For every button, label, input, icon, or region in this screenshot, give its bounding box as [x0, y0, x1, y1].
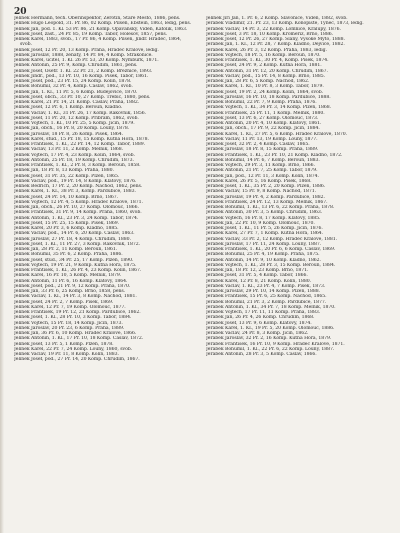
roster-entry: Jelínek Václav, 1. Kl., 31 Pr. 26, 17 Komp. Rakovník, 1856. — [14, 110, 147, 116]
roster-entry: Jeřábek Vojtěch, 29 Pr. 3, 11 Komp. Brno, 1866. — [206, 163, 315, 168]
roster-entry: Jeřábek Karel, 26 Pr. 5, 16 Komp. Písek, 1868. — [206, 178, 312, 184]
roster-entry: Jelínek Jaroslav, 27 Pr. 18, 4 Komp. Chrudim, 1880. — [14, 236, 131, 242]
roster-entry: Jelínek František, 31 Pr. 9, 14 Komp. Praha, 1860, svob. — [14, 210, 142, 216]
roster-entry: Jeřábek Jaroslav, 32 Pr. 2, 16 Komp. Kutná Hora, 1879. — [206, 336, 332, 342]
roster-entry: Jelínek Karel, učitel, 1. Kl. 26 Pr. 53, 20 Komp. Nymburk, 1871. — [14, 58, 159, 63]
roster-entry: Jelínek Jaroslav, 20 Pr. 23, 6 Komp. Praha, 1889. — [14, 325, 125, 331]
roster-entry: Jelínek Karel, stud., 15 Pr. 18, 15 Komp. Kutná Hora, 1878. — [14, 136, 149, 142]
roster-entry: Jeřábek Václav, 1. Kl., 23 Pr. 4, 7 Komp. Písek, 1873. — [206, 283, 326, 289]
roster-entry: Jelínek Jan, 33 Pr. 6, 25 Komp. Brno, 1858, pens. — [14, 289, 126, 294]
roster-entry: Jeřábek Jan, 28 Pr. 6, 5 Komp. Náchod, 1862. — [206, 79, 310, 84]
roster-entry: Jeřábek Josef, 1. Kl., 35 Pr. 2, 20 Komp. Plzeň, 1886. — [206, 184, 326, 189]
roster-entry: Jeřábek Bohumil, 21 Pr. 3, 2 Komp. Pardubice, 1877. — [206, 299, 327, 305]
roster-entry: Jelínek Karel, 21 Pr. 14, 21 Komp. Čáslav, Praha, 1882. — [14, 100, 140, 105]
roster-entry: Jeřábek František, 1. Kl., 23 Pr. 10, 21 Komp. Kladno, 1872. — [206, 152, 343, 158]
roster-entry: Jelínek Bohumil, 35 Pr. 6, 2 Komp. Praha, 1886. — [14, 252, 123, 258]
roster-entry: Jelínek Josef, 31 Pr. 35, 22 Komp. Plzeň, 1865. — [14, 173, 120, 179]
roster-entry: Jelínek Václav, pod., 14 Pr. 6, 20 Komp. Čáslav, 1863. — [14, 231, 135, 237]
roster-entry: Jelínek Karel, 22 Pr. 7, 24 Komp. Louny, 1860, svob. — [14, 346, 133, 352]
roster-entry: Jelínek Josef, 15 Pr. 25, 15 Komp. Písek, 1869. — [14, 220, 120, 226]
roster-entry: Jeřábek František, 1. Kl., 30 Pr. 4, Komp. Písek, 1874. — [206, 58, 329, 63]
roster-entry: Jelínek Vojtěch, 19 Pr. 21, 9 Komp. Kutná Hora, 1875. — [14, 262, 137, 268]
roster-entry: Jeřábek Vojtěch, 1. Kl., 34 Pr. 3, 14 Komp. Plzeň, 1868. — [206, 105, 332, 111]
roster-entry: Jeřábek Karel, 1. Kl., 19 Pr. 5, 20 Komp. Olomouc, 1886. — [206, 325, 335, 331]
roster-entry: Jeřábek Bohumil, 22 Pr. 7, 9 Komp. Praha, 1876. — [206, 100, 317, 105]
left-column — [14, 16, 194, 363]
roster-entry: Jelínek Josef, obch., 33 Pr. 10, 27 Komp. Třebíč, 1880, pens. — [14, 94, 151, 100]
roster-entry: Jelínek Jaroslav, 1888, ženatý, 14 Pr. 84, 4 Komp. Strakonice. — [14, 52, 153, 58]
roster-entry: Jeřábek František, 16 Pr. 10, 9 Komp. Hradec Králové, 1871. — [206, 341, 345, 347]
roster-entry: Jelínek Karel, 1. Kl., 38 Pr. 3, Komp. Pardubice, 1883. — [14, 189, 136, 195]
roster-entry: Jeřábek Jaroslav, 17 Pr. 11, 24 Komp. Louny, 1887. — [206, 241, 322, 247]
roster-entry: Jelínek Jan, obch., 26 Pr. 10, 27 Komp. Olomouc, 1866. — [14, 205, 139, 210]
roster-entry: Jelínek Josef, zást., 24 Pr. 85, 19 Komp. Tábor, Holešov, 1857, pens. — [14, 31, 168, 37]
roster-entry: Jeřábek Bohumil, 1. Kl., 22 Pr. 6, 22 Komp. Louny, 1887. — [206, 346, 335, 352]
roster-entry: Jeřábek Jan, obch., 17 Pr. 9, 22 Komp. Jičín, 1884. — [206, 126, 320, 132]
roster-entry: Jelínek Jan, pod. 1. Kl. 53 Pr. 86, 21 Komp. Opavanský, Vídeň, Katolík, 1863. — [14, 26, 188, 32]
roster-entry: Jelínek Jan, 28 Pr. 2, 11 Komp. Beroun, 1861. — [14, 247, 118, 252]
roster-entry: Jelínek Vojtěch, 12 Pr. 4, 5 Komp. Hradec Králové, 1871. — [14, 199, 143, 205]
right-column — [206, 16, 386, 357]
roster-entry: Jelínek Josef, pod., 21 Pr. 9, 12 Komp. Praha, 1870. — [14, 283, 131, 289]
roster-entry: Jelínek Josef, pod., 27 Pr. 14, 20 Komp. Chrudim, 1867. — [14, 357, 140, 363]
roster-entry: Jeřábek Josef, 24 Pr. 9, 2 Komp. Kutná Hora, 1881. — [206, 63, 322, 69]
roster-entry: Jeřábek Josef, 19 Pr. 2, 24 Komp. Kolín, 1864, svob. — [206, 89, 324, 95]
roster-entry: Jeřábek Karel, 27 Pr. 7, 1 Komp. Kutná Hora, 1864. — [206, 231, 323, 237]
roster-entry: Jeřábek Jaroslav, 19 Pr. 4, 2 Komp. Pardubice, 1882. — [206, 194, 325, 200]
roster-entry: Jelínek Karel, 20 Pr. 3, 6 Komp. Kladno, 1885. — [14, 226, 119, 231]
roster-entry: Jelínek Václav, 19 Pr. 11, 8 Komp. Kolín, 1883. — [14, 352, 119, 357]
roster-entry: Jeřábek Antonín, 31 Pr. 12, 20 Komp. Chrudim, 1867. — [206, 68, 328, 74]
roster-entry: Jelínek Karel, 12 Pr. 7, 19 Komp. Olomouc, 1877. — [14, 304, 126, 310]
scan-edge — [0, 0, 4, 533]
roster-entry: Jelínek Karel, 16 Pr. 10, 5 Komp. Mělník, 1879. — [14, 273, 122, 279]
roster-entry: Jeřábek Josef, 13 Pr. 9, 6 Komp. Klatovy, 1874. — [206, 320, 312, 326]
roster-entry: Jeřábek Václav, 11 Pr. 13, 19 Komp. Louny, 1877. — [206, 136, 318, 142]
roster-entry: Jelínek Vojtěch, 17 Pr. 4, 23 Komp. Kolín, 1864, svob. — [14, 152, 135, 158]
roster-entry: Jeřábek Bohumil, 1. Kl., 13 Pr. 6, 22 Komp. Praha, 1878. — [206, 205, 335, 210]
roster-entry: Jelínek Bohumil, 32 Pr. 4, Komp. Čáslav, 1862, svob. — [14, 84, 133, 90]
roster-entry: Jelínek Josef, 24 Pr. 2, 7 Komp. Písek, 1869. — [14, 299, 114, 305]
roster-entry: Jelínek Jindř., pod., 13 Pr. 10, 16 Komp. Písek, Tábor, 1861. — [14, 73, 149, 79]
roster-entry: Jeřábek Karel, 26 Pr. 3, 12 Komp. Praha, 1883, ledig. — [206, 47, 327, 53]
roster-entry: Jelínek Václav, 13 Pr. 11, 2 Komp. Mělník, 1868. — [14, 147, 124, 153]
roster-entry: Jelínek Václav, 1. Kl., 14 Pr. 3, 8 Komp. Náchod, 1881. — [14, 294, 137, 300]
roster-entry: Jeřábek Vojtěch, 16 Pr. 8, 17 Komp. Klatovy, 1885. — [206, 215, 321, 221]
roster-entry: Jeřábek Vojtěch, 18 Pr. 5, 16 Komp. Beroun, 1870. — [206, 52, 321, 58]
roster-entry: Jelínek Josef, 12 Pr. 20, 13 Komp. Praha, Hradec Králové, ledig. — [14, 47, 159, 53]
roster-entry: Jelínek František, 1. Kl., 2 Pr. 8, 3 Komp. Beroun, 1858. — [14, 163, 141, 168]
roster-entry: Jeřábek Antonín, 28 Pr. 3, 5 Komp. Čáslav, 1866. — [206, 352, 317, 357]
roster-entry: Jeřábek Antonín, 20 Pr. 4, 10 Komp. Klatovy, 1861. — [206, 121, 322, 126]
roster-entry: Jelínek Jan, 36 Pr. 6, 10 Komp. Hradec Králové, 1866. — [14, 331, 137, 336]
roster-entry: Jeřábek Karel, 1. Kl., 27 Pr. 5, 6 Komp. Hradec Králové, 1870. — [206, 131, 348, 137]
roster-entry: Jelínek Antonín, 1. Kl., 17 Pr. 10, 18 Komp. Čáslav, 1872. — [14, 336, 144, 342]
roster-entry: Jeřábek Václav, 33 Pr. 2, 12 Komp. Hradec Králové, 1881. — [206, 236, 338, 242]
roster-entry: Jeřábek František, 1. Kl., 20 Pr. 6, 6 Komp. Čáslav, 1869. — [206, 247, 336, 252]
roster-entry: Jeřábek František, 25 Pr. 11, 1 Komp. Mělník, 1880. — [206, 110, 325, 116]
roster-entry: Jeřábek Jaroslav, 18 Pr. 8, 15 Komp. Praha, 1889. — [206, 147, 319, 153]
roster-entry: Jeřábek Václav, 24 Pr. 8, 3 Komp. Jičín, 1862. — [206, 331, 309, 336]
page-number: 20 — [14, 7, 27, 17]
roster-entry: Jeřábek Vojtěch, 1. Kl., 28 Pr. 3, 15 Komp. Beroun, 1884. — [206, 262, 336, 268]
roster-entry: Jelínek Josef, 24 Pr. 14, 10 Komp. Brno, 1867. — [14, 194, 118, 200]
roster-entry: Jelínek Josef, Ošetř. 1. Kl. 22 Pr. 21, 2 Komp. Březnice, 1893. — [14, 68, 153, 74]
roster-entry: Jelinek Hermann, tech. Oberinspektor, Zerotín, Staré Město, 1886, pens. — [14, 16, 181, 21]
roster-entry: Jeřábek František, 15 Pr. 6, 25 Komp. Náchod, 1865. — [206, 294, 327, 300]
roster-entry: Jelínek Antonín, 11 Pr. 6, 16 Komp. Klatovy, 1864. — [14, 278, 128, 284]
roster-entry: Jelínek Hugo Leopold, 31. Pr. 86, 02 Komp. Pilsen, Ebstein, 1863, ledig, pens. — [14, 21, 192, 27]
roster-entry: Jelínek Josef, 1. Kl., 28 Pr. 10, 3 Komp. Tábor, 1884. — [14, 315, 132, 321]
roster-entry: Jeřábek Antonín, 14 Pr. 9, 10 Komp. Kladno, 1862. — [206, 257, 321, 263]
roster-entry: Jeřábek Vojtěch, 17 Pr. 11, 11 Komp. Praha, 1883. — [206, 310, 321, 315]
roster-entry: Jeřábek Josef, 1. Kl., 11 Pr. 5, 26 Komp. Jičín, 1876. — [206, 226, 323, 231]
roster-entry: Jeřábek Jaroslav, 16 Pr. 10, 18 Komp. Pardubice, 1888. — [206, 94, 331, 100]
roster-entry: Jeřábek Karel, 12 Pr. 8, 21 Komp. Kolín, 1880. — [206, 278, 312, 284]
roster-entry: Jeřábek Václav, pod., 15 Pr. 14, 8 Komp. Brno, 1885. — [206, 73, 326, 79]
roster-entry: Jeřábek Josef, 12 Pr. 26, 27 Komp. Slaný, Vysoké Mýto, 1888. — [206, 37, 345, 42]
roster-entry: Jelínek Václav, pod., 19 Pr. 14, 8 Komp. Klatovy, 1876. — [14, 178, 137, 184]
roster-entry: Jeřábek Bohumil, 14 Pr. 6, 7 Komp. Beroun, 1883. — [206, 157, 320, 163]
roster-entry: Jeřábek Jan, 18 Pr. 12, 23 Komp. Brno, 1871. — [206, 268, 309, 273]
roster-entry: Jelínek Josef, stud., 34 Pr. 25, 17 Komp. Plzeň, 1890. — [14, 257, 134, 263]
roster-entry: Jelínek Antonín, 1. Kl., 23 Pr. 3, 24 Komp. Tábor, 1874. — [14, 215, 139, 221]
roster-entry: Jeřábek Jaroslav, 29 Pr. 10, 14 Komp. Plzeň, 1888. — [206, 289, 321, 294]
roster-entry: Jelínek Jan, 1. Kl., 11 Pr. 5, 6 Komp. Budějovice, 1870. — [14, 89, 138, 95]
roster-entry: Jelínek Bedřich, 17 Pr. 2, 20 Komp. Náchod, 1862, pens. — [14, 184, 143, 189]
roster-entry: Jelínek Antonín, 25 Pr. 9, Komp. Chrudim, 1861, pens. — [14, 63, 138, 69]
roster-entry: Jelínek Jan, obch., 16 Pr. 8, 20 Komp. Louny, 1878. — [14, 126, 130, 132]
roster-entry: Jeřábek Josef, 32 Pr. 2, 4 Komp. Čáslav, 1865. — [206, 142, 310, 147]
roster-entry: Jelínek Josef, 12 Pr. 6, 1 Komp. Beroun, Kladno. — [14, 105, 123, 111]
roster-entry: Jeřábek Josef, 31 Pr. 5, 4 Komp. Tábor, 1866. — [206, 273, 308, 279]
roster-entry: Jeřábek Václav, 15 Pr. 9, 8 Komp. Náchod, 1871. — [206, 189, 317, 195]
roster-entry: Jelínek Jiří Jan, 1. Pr. 6, 2 Komp. Slavonice, Vídeň, 1882, svob. — [206, 16, 348, 21]
roster-entry: Jelínek František, 1. Kl., 26 Pr. 4, 23 Komp. Kolín, 1867. — [14, 268, 142, 273]
roster-entry: Jelínek Josef, pod., 23 Pr. 15, 24 Komp. Kolín, 1878. — [14, 79, 132, 84]
roster-entry: Jeřábek Vladimír, 21. Pr. 23, 13 Komp. Konopiště, Týnec, 1873, ledig. — [206, 21, 364, 27]
roster-entry: Jelínek Jaroslav, 18 Pr. 8, 26 Komp. Písek, 1864. — [14, 131, 123, 137]
roster-entry: Jelínek Josef, 11 Pr. 20, 12 Komp. Příbram, 1862, svob. — [14, 115, 139, 121]
roster-entry: Jelínek Karel, 1883, svob., 17 Pr. 86, 4 Komp. Pilsen, Jindř. Hradec, 1864, svob. — [14, 37, 182, 48]
roster-entry: Jeřábek Karel, 1. Kl., 10 Pr. 8, 3 Komp. Tábor, 1879. — [206, 84, 324, 90]
roster-entry: Jeřábek Jan, 22 Pr. 10, 9 Komp. Olomouc, 1870. — [206, 220, 315, 226]
roster-entry: Jeřábek Antonín, 30 Pr. 3, 5 Komp. Chrudim, 1863. — [206, 210, 323, 216]
roster-entry: Jelínek Vojtěch, 15 Pr. 18, 14 Komp. Jičín, 1873. — [14, 320, 123, 326]
roster-entry: Jeřábek Jan, 1. Kl., 12 Pr. 28, 7 Komp. Kladno, Dejvice, 1882. — [206, 42, 345, 48]
roster-entry: Jelínek Antonín, 25 Pr. 18, 19 Komp. Chrudim, 1873. — [14, 157, 134, 163]
roster-entry: Jeřábek Václav, 14 Pr. 3, 22 Komp. Lomnice, Kralupy, 1876. — [206, 26, 341, 32]
roster-entry: Jelínek František, 19 Pr. 12, 21 Komp. Pardubice, 1862. — [14, 310, 141, 315]
roster-entry: Jeřábek Jan, 26 Pr. 4, 26 Komp. Chrudim, 1868. — [206, 315, 315, 321]
roster-entry: Jeřábek Antonín, 21 Pr. 7, 25 Komp. Tábor, 1879. — [206, 168, 318, 174]
roster-entry: Jeřábek Josef, 3 Pr. 18, 10 Komp. Kroměříž, Brno, 1886. — [206, 31, 334, 37]
roster-entry: Jelínek František, 1. Kl., 22 Pr. 14, 12 Komp. Tábor, 1889. — [14, 142, 146, 147]
roster-entry: Jeřábek František, 24 Pr. 12, 13 Komp. Mělník, 1867. — [206, 199, 328, 205]
roster-entry: Jelínek Jan, 18 Pr. 8, 13 Komp. Praha, 1880. — [14, 168, 114, 174]
roster-entry: Jelínek Josef, 1. Kl., 11 Pr. 27, 3 Komp. Rakovník, 1872. — [14, 241, 141, 247]
roster-entry: Jelínek Josef, 13 Pr. 5, 1 Komp. Plzeň, 1878. — [14, 341, 114, 347]
roster-entry: Jeřábek Josef, 13 Pr. 6, 27 Komp. Olomouc, 1873. — [206, 115, 319, 121]
roster-entry: Jeřábek Bohumil, 25 Pr. 4, 19 Komp. Praha, 1875. — [206, 252, 320, 258]
roster-entry: Jelínek Vojtěch, 1. Kl., 10 Pr. 25, 5 Komp. Jičín, 1879. — [14, 121, 135, 126]
roster-entry: Jeřábek Jan, pod., 12 Pr. 11, 3 Komp. Kolín, 1874. — [206, 173, 319, 179]
roster-entry: Jeřábek Antonín, 1. Kl., 34 Pr. 7, 18 Komp. Mělník, 1870. — [206, 304, 336, 310]
